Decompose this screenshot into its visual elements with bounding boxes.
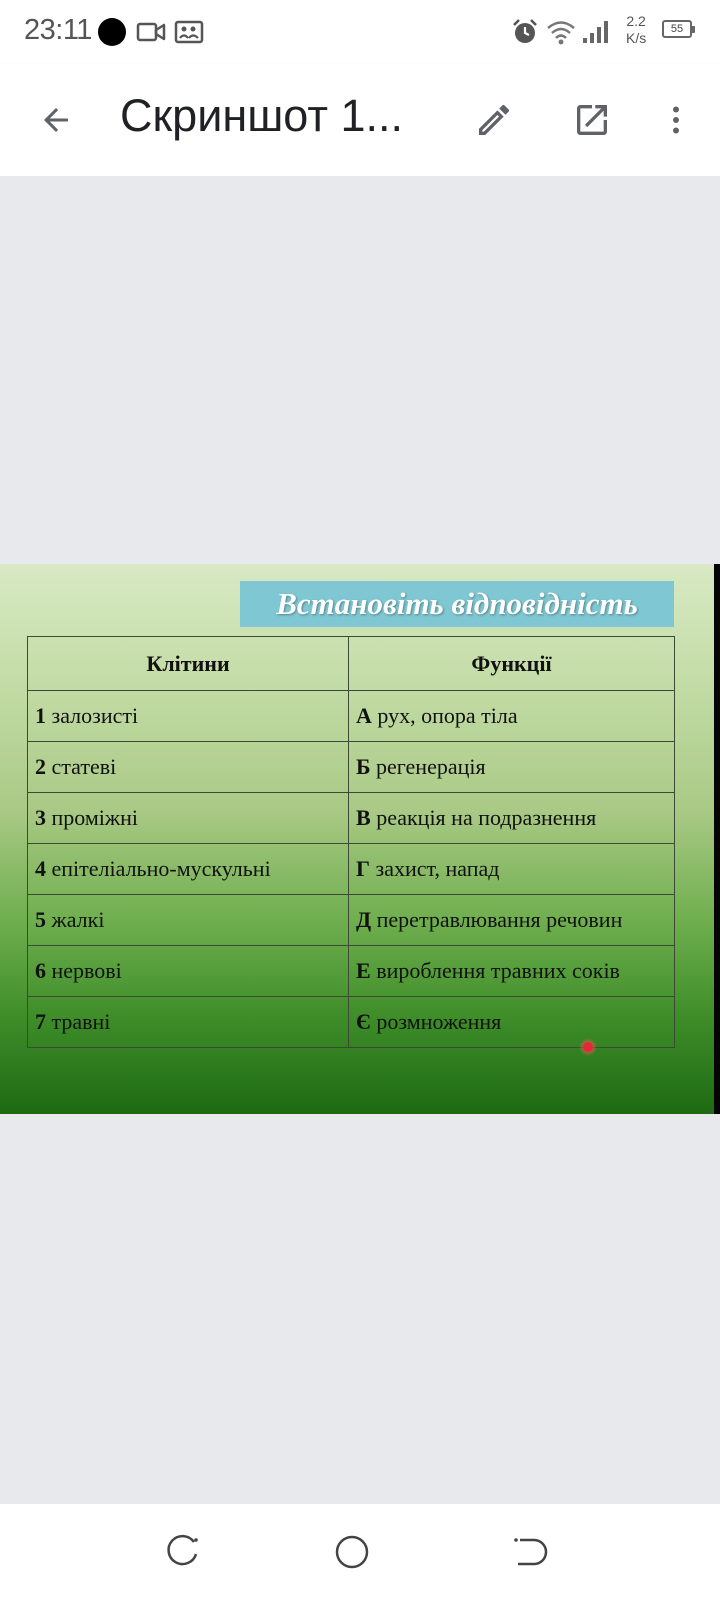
cell-function [349, 691, 675, 742]
more-vert-icon [658, 102, 694, 138]
edit-button[interactable] [466, 92, 522, 148]
navigation-bar [0, 1504, 720, 1600]
more-options-button[interactable] [648, 92, 704, 148]
cell-number: 6 [35, 958, 46, 983]
home-circle-icon[interactable] [332, 1532, 372, 1572]
table-row [28, 895, 675, 946]
function-letter: В [356, 805, 371, 830]
alarm-clock-icon [511, 18, 539, 46]
slide-image [0, 564, 714, 1114]
image-viewer[interactable] [0, 176, 720, 1504]
open-with-button[interactable] [564, 92, 620, 148]
cell-number: 4 [35, 856, 46, 881]
network-speed-unit: K/s [626, 30, 647, 46]
cell-type [28, 997, 349, 1048]
back-button[interactable] [28, 92, 84, 148]
table-row [28, 946, 675, 997]
matching-table [27, 636, 675, 1048]
cell-type [28, 691, 349, 742]
cell-type [28, 946, 349, 997]
function-text: вироблення травних соків [370, 958, 620, 983]
header-cells: Клітини [28, 637, 349, 691]
function-text: рух, опора тіла [371, 703, 518, 728]
battery-icon: 55 [662, 20, 692, 38]
cell-number: 3 [35, 805, 46, 830]
cell-number: 5 [35, 907, 46, 932]
arrow-back-icon [38, 102, 74, 138]
cell-function [349, 793, 675, 844]
cell-type [28, 793, 349, 844]
notification-dot-icon [98, 18, 126, 46]
cell-text: статеві [46, 754, 117, 779]
status-bar [0, 0, 720, 64]
function-letter: Б [356, 754, 371, 779]
page-title: Скриншот 1... [120, 90, 403, 141]
table-row [28, 997, 675, 1048]
function-text: реакція на подразнення [370, 805, 597, 830]
pencil-icon [474, 100, 514, 140]
cell-text: нервові [46, 958, 122, 983]
cell-type [28, 844, 349, 895]
cell-function [349, 844, 675, 895]
laser-pointer-dot [583, 1042, 593, 1052]
image-gallery-icon [174, 19, 204, 45]
cell-function [349, 742, 675, 793]
function-text: перетравлювання речовин [371, 907, 623, 932]
table-row [28, 844, 675, 895]
cell-function [349, 946, 675, 997]
cell-text: травні [46, 1009, 111, 1034]
table-row [28, 793, 675, 844]
cell-function [349, 997, 675, 1048]
cell-text: епітеліально-мускульні [46, 856, 271, 881]
wifi-icon [546, 19, 576, 45]
cell-number: 2 [35, 754, 46, 779]
function-letter: Д [356, 907, 372, 932]
cell-text: жалкі [46, 907, 105, 932]
function-text: розмноження [370, 1009, 502, 1034]
cell-type [28, 742, 349, 793]
video-camera-icon [136, 20, 166, 44]
slide-edge-border [714, 564, 720, 1114]
function-letter: Е [356, 958, 371, 983]
slide-title: Встановіть відповідність [240, 581, 674, 627]
status-time: 23:11 [24, 14, 92, 46]
back-navigation-icon[interactable] [508, 1532, 548, 1572]
cell-number: 7 [35, 1009, 46, 1034]
open-external-icon [572, 100, 612, 140]
network-speed-value: 2.2 [626, 13, 646, 29]
function-letter: Г [356, 856, 370, 881]
cell-number: 1 [35, 703, 46, 728]
function-text: регенерація [370, 754, 486, 779]
header-functions: Функції [349, 637, 675, 691]
cell-text: проміжні [46, 805, 138, 830]
table-row [28, 742, 675, 793]
cell-text: залозисті [46, 703, 139, 728]
table-header-row [28, 637, 675, 691]
signal-strength-icon [582, 20, 610, 44]
network-speed [626, 13, 646, 47]
cell-type [28, 895, 349, 946]
recent-apps-icon[interactable] [164, 1532, 204, 1572]
table-row [28, 691, 675, 742]
app-bar [0, 64, 720, 176]
function-letter: Є [356, 1009, 371, 1034]
function-letter: А [356, 703, 372, 728]
cell-function [349, 895, 675, 946]
function-text: захист, напад [370, 856, 500, 881]
